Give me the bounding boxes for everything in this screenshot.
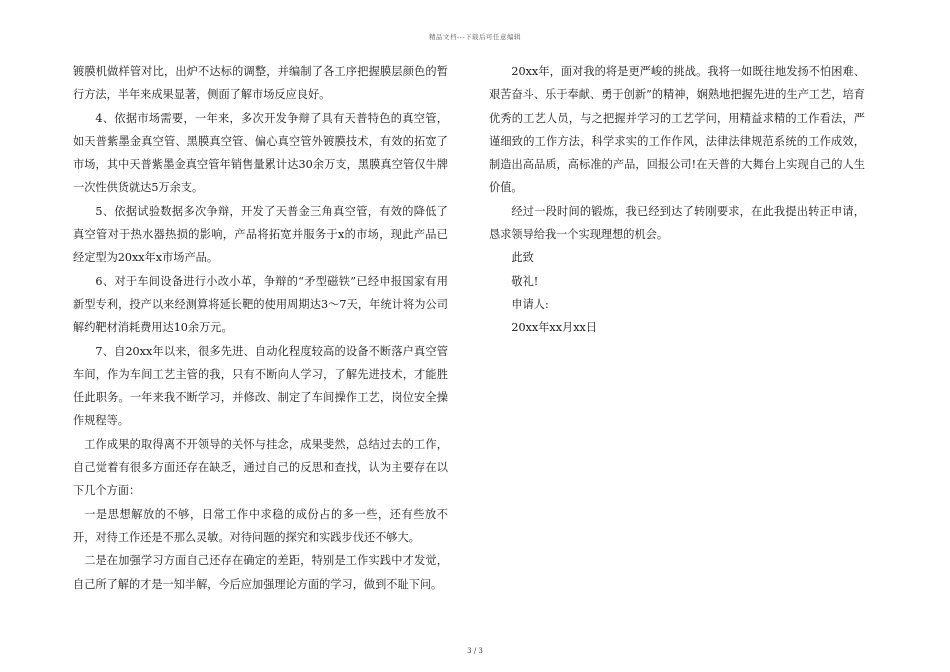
paragraph: 一是思想解放的不够，日常工作中求稳的成份占的多一些，还有些放不开，对待工作还是不那么灵敏。对待问题的探究和实践步伐还不够大。: [73, 507, 448, 544]
paragraph: 20xx年，面对我的将是更严峻的挑战。我将一如既往地发扬不怕困难、艰苦奋斗、乐于奉献、勇于创新”的精神，娴熟地把握先进的生产工艺，培育优秀的工艺人员，与之把握并学习的工艺学问，用精益求精的工作看法，严谨细致的工作方法，科学求实的工作作风，法律法律规范系统的工作成效，制造出高品质，高标准的产品，回报公司!在天普的大舞台上实现自己的人生价值。: [489, 65, 865, 195]
paragraph: 5、依据试验数据多次争辩，开发了天普金三角真空管，有效的降低了真空管对于热水器热损的影响，产品将拓宽并服务于x的市场，现此产品已经定型为20xx年x市场产品。: [73, 204, 448, 265]
page-header: 精品文档---下载后可任意编辑: [428, 33, 522, 41]
paragraph: 工作成果的取得离不开领导的关怀与挂念，成果斐然，总结过去的工作，自己觉着有很多方面还存在缺乏，通过自己的反思和查找，认为主要存在以下几个方面：: [73, 437, 448, 498]
paragraph: 二是在加强学习方面自己还存在确定的差距，特别是工作实践中才发觉，自己所了解的才是一知半解，今后应加强理论方面的学习，做到不耻下问。: [73, 554, 448, 591]
paragraph: 镀膜机做样管对比，出炉不达标的调整，并编制了各工序把握膜层颜色的暂行方法，半年来成果显著，侧面了解市场反应良好。: [73, 65, 448, 102]
page-number: 3 / 3: [467, 647, 483, 655]
closing-line: 此致: [511, 251, 534, 265]
paragraph: 4、依据市场需要，一年来，多次开发争辩了具有天普特色的真空管，如天普紫墨金真空管、黑膜真空管、偏心真空管外镀膜技术，有效的拓宽了市场，其中天普紫墨金真空管年销售量累计达30余万支，黑膜真空管仅牛牌一次性供货就达5万余支。: [73, 111, 448, 195]
paragraph: 经过一段时间的锻炼，我已经到达了转刚要求，在此我提出转正申请，恳求领导给我一个实现理想的机会。: [489, 204, 865, 242]
paragraph: 7、自20xx年以来，很多先进、自动化程度较高的设备不断落户真空管车间，作为车间工艺主管的我，只有不断向人学习，了解先进技术，才能胜任此职务。一年来我不断学习，并修改、制定了车间操作工艺，岗位安全操作规程等。: [73, 344, 448, 428]
right-column: [489, 60, 865, 340]
closing-line: 敬礼!: [511, 274, 539, 288]
paragraph: 6、对于车间设备进行小改小革，争辩的“矛型磁铁”已经申报国家有用新型专利，投产以来经测算将延长靶的使用周期达3～7天，年统计将为公司解约靶材消耗费用达10余万元。: [73, 274, 448, 335]
applicant-label: 申请人:: [511, 297, 549, 311]
date-line: 20xx年xx月xx日: [511, 321, 598, 335]
left-column: [73, 60, 448, 596]
